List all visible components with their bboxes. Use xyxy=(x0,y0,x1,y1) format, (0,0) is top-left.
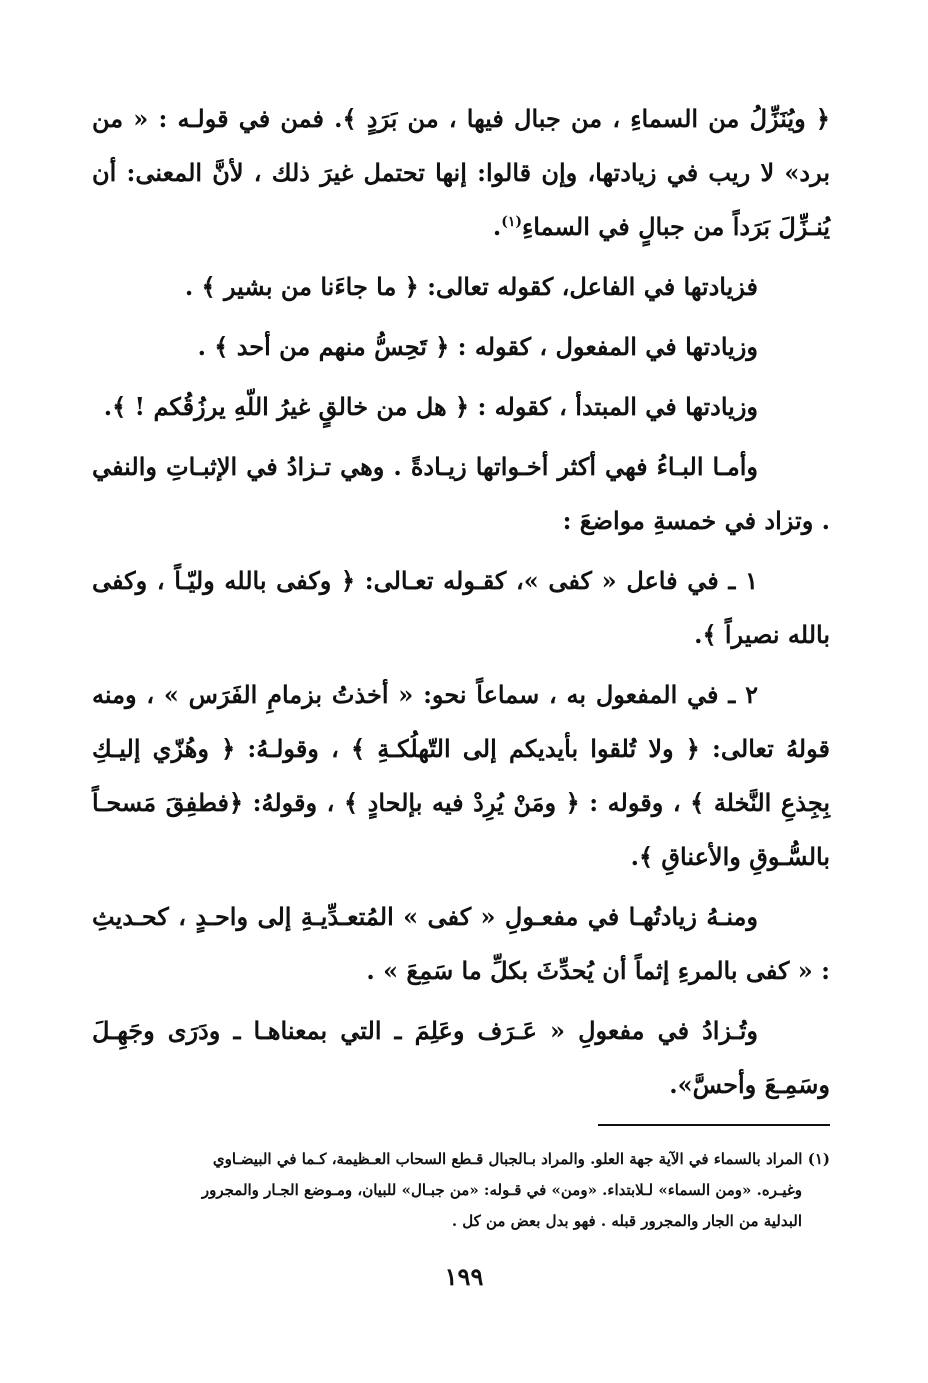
page-body xyxy=(92,92,830,1112)
paragraph-9: وتُـزادُ في مفعولِ « عَـرَف وعَلِمَ ـ التي بمعناهـا ـ ودَرَى وجَهِـلَ وسَمِـعَ وأحسَّ». xyxy=(92,1016,830,1099)
page-number: ١٩٩ xyxy=(444,1262,484,1291)
paragraph-2: فزيادتها في الفاعل، كقوله تعالى: ﴿ ما جاءَنا من بشير ﴾ . xyxy=(184,272,758,301)
footnote-reference[interactable]: (١) xyxy=(501,214,523,230)
paragraph-7: ٢ ـ في المفعول به ، سماعاً نحو: « أخذتُ بزمامِ الفَرَس » ، ومنه قولهُ تعالى: ﴿ ولا تُلقوا بأيديكم إلى التّهلُكـةِ ﴾ ، وقولـهُ: ﴿ وهُزّي إليـكِ بِجِذعِ النَّخلة ﴾ ، وقوله : ﴿ ومَنْ يُرِدْ فيه بإلحادٍ ﴾ ، وقولهُ: ﴿فطفِقَ مَسحـاً بالسُّـوقِ والأعناقِ ﴾. xyxy=(92,680,831,871)
footnote-label: (١) xyxy=(807,1150,830,1168)
footnote-text-1: المراد بالسماء في الآية جهة العلو. والمراد بـالجبال قـطع السحاب العـظيمة، كـما في البيضـاوي xyxy=(212,1150,803,1168)
paragraph-4: وزيادتها في المبتدأ ، كقوله : ﴿ هل من خالقٍ غيرُ اللّهِ يرزُقُكم ! ﴾. xyxy=(103,392,758,421)
footnote-divider xyxy=(598,1124,830,1126)
paragraph-1 xyxy=(92,92,830,254)
paragraph-6: ١ ـ في فاعل « كفى »، كقـوله تعـالى: ﴿ وكفى بالله وليّـاً ، وكفى بالله نصيراً ﴾. xyxy=(92,566,830,649)
paragraph-1-text: ﴿ ويُنَزِّلُ من السماءِ ، من جبال فيها ، من بَرَدٍ ﴾. فمن في قولـه : « من برد» لا ريب في زيادتها، وإن قالوا: إنها تحتمل غيرَ ذلك ، لأنَّ المعنى: أن يُنـزِّلَ بَرَداً من جبالٍ في السماءِ xyxy=(92,104,830,241)
paragraph-5: وأمـا البـاءُ فهي أكثر أخـواتها زيـادةً . وهي تـزادُ في الإثبـاتِ والنفي . وتزاد في خمسةِ مواضعَ : xyxy=(92,452,830,535)
paragraph-8: ومنـهُ زيادتُهـا في مفعـولِ « كفى » المُتعـدِّيـةِ إلى واحـدٍ ، كحـديثِ : « كفى بالمرءِ إثماً أن يُحدِّثَ بكلِّ ما سَمِعَ » . xyxy=(92,902,830,985)
footnote-line-1 xyxy=(92,1144,830,1175)
footnote xyxy=(92,1144,830,1237)
footnote-line-3: البدلية من الجار والمجرور قبله . فهو بدل بعض من كل . xyxy=(451,1212,802,1230)
paragraph-1-end: . xyxy=(492,212,502,241)
footnote-line-2: وغيـره. «ومن السماء» لـلابتداء. «ومن» في قـوله: «من جبـال» للبيان، ومـوضع الجـار والمجرور xyxy=(201,1181,802,1199)
paragraph-3: وزيادتها في المفعول ، كقوله : ﴿ تَحِسُّ منهم من أحد ﴾ . xyxy=(197,332,758,361)
